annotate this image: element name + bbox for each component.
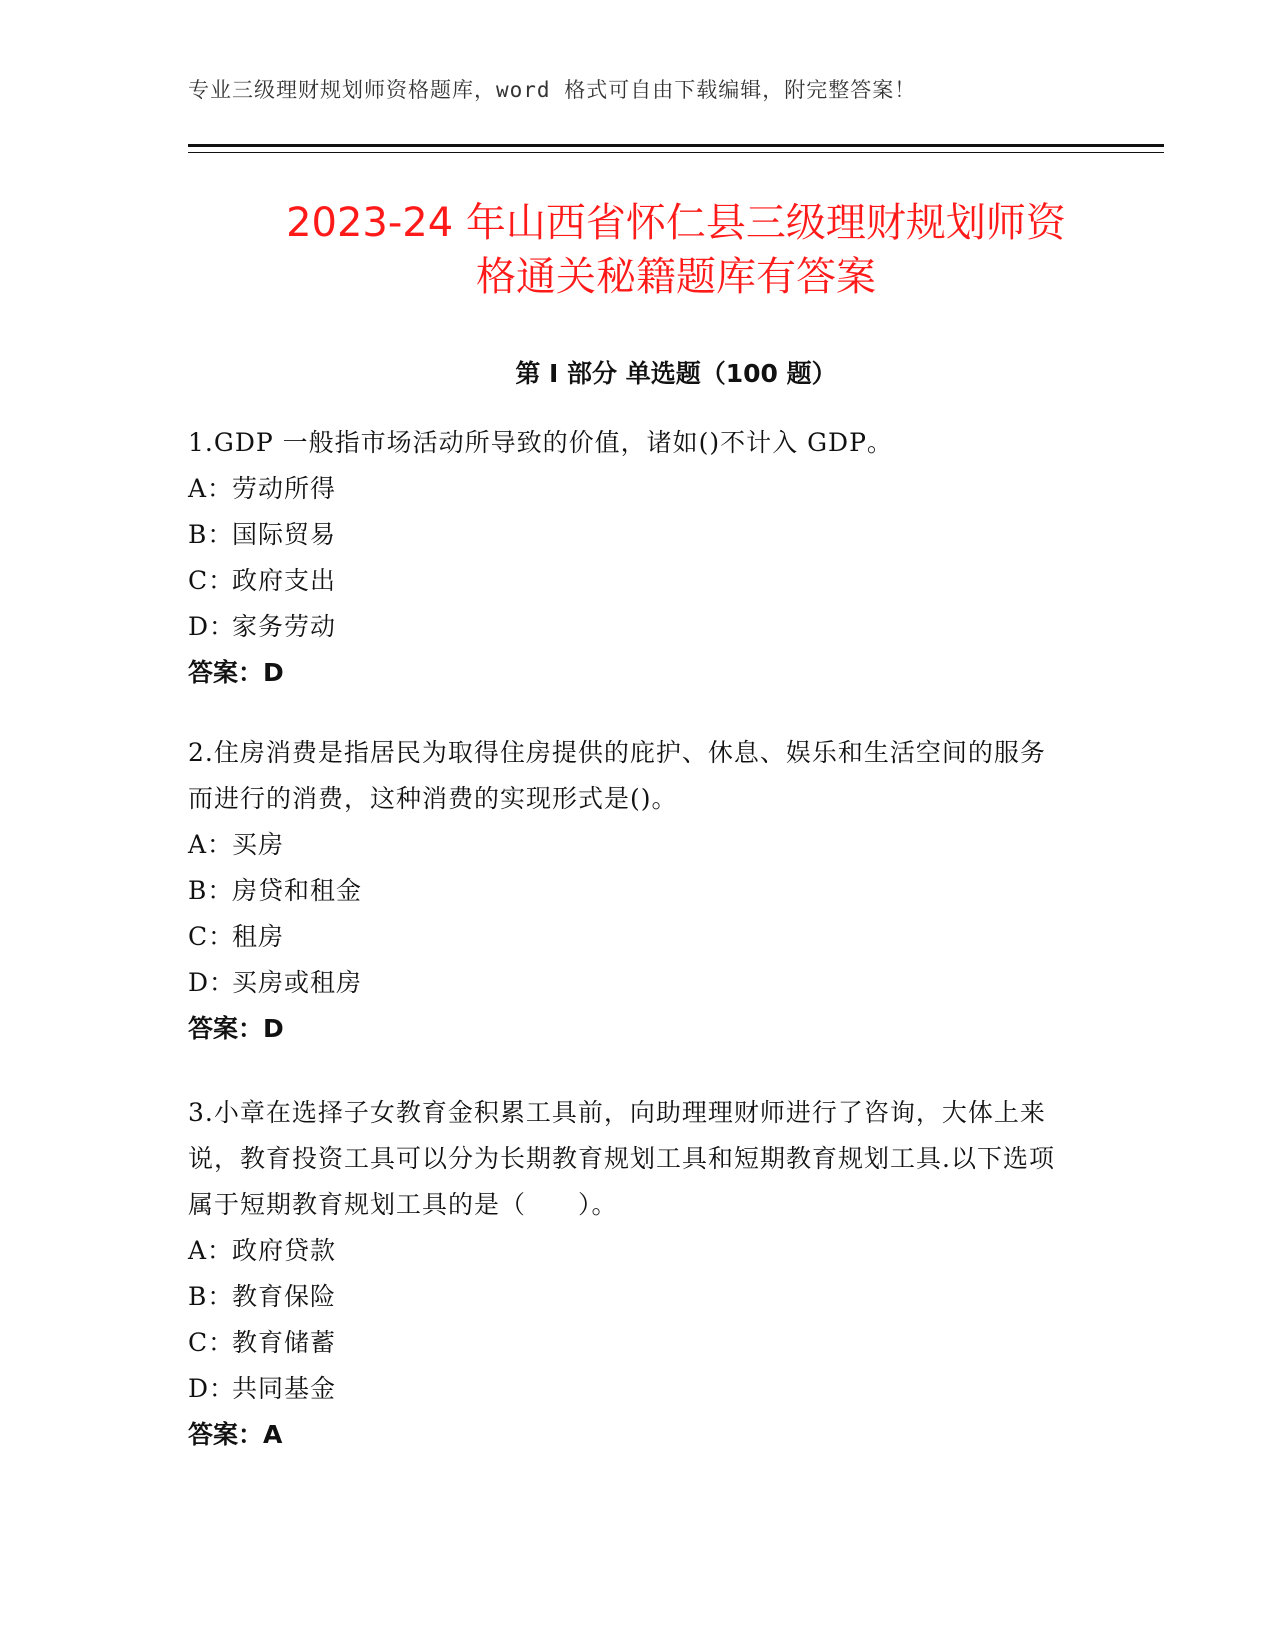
- option-d: [188, 1366, 1068, 1412]
- question-1: [188, 420, 1068, 696]
- question-2: [188, 730, 1068, 1052]
- option-text: 买房或租房: [232, 968, 363, 997]
- question-stem: 2.住房消费是指居民为取得住房提供的庇护、休息、娱乐和生活空间的服务而进行的消费，这种消费的实现形式是()。: [188, 738, 1046, 813]
- option-a: [188, 822, 1068, 868]
- option-d: [188, 960, 1068, 1006]
- option-text: 劳动所得: [232, 474, 337, 503]
- option-b: [188, 1274, 1068, 1320]
- option-a: [188, 466, 1068, 512]
- option-c: [188, 558, 1068, 604]
- document-title-line-2: 格通关秘籍题库有答案: [476, 254, 876, 300]
- document-title: [188, 196, 1164, 304]
- option-key: B：: [188, 1282, 234, 1311]
- option-c: [188, 914, 1068, 960]
- header-rule-thick: [188, 144, 1164, 147]
- option-key: C：: [188, 922, 235, 951]
- option-text: 租房: [232, 922, 285, 951]
- option-key: C：: [188, 566, 235, 595]
- question-stem: 1.GDP 一般指市场活动所导致的价值，诸如()不计入 GDP。: [188, 428, 893, 457]
- answer: 答案：D: [188, 1014, 284, 1043]
- answer: 答案：D: [188, 658, 284, 687]
- answer: 答案：A: [188, 1420, 283, 1449]
- option-d: [188, 604, 1068, 650]
- option-text: 教育保险: [232, 1282, 337, 1311]
- option-b: [188, 512, 1068, 558]
- option-key: B：: [188, 520, 234, 549]
- option-key: B：: [188, 876, 234, 905]
- option-key: D：: [188, 968, 236, 997]
- option-text: 政府贷款: [232, 1236, 337, 1265]
- option-text: 共同基金: [232, 1374, 337, 1403]
- option-text: 家务劳动: [232, 612, 337, 641]
- question-stem: 3.小章在选择子女教育金积累工具前，向助理理财师进行了咨询，大体上来说，教育投资工具可以分为长期教育规划工具和短期教育规划工具.以下选项属于短期教育规划工具的是（ ）。: [188, 1098, 1055, 1219]
- option-b: [188, 868, 1068, 914]
- option-text: 买房: [232, 830, 285, 859]
- document-title-line-1: 2023-24 年山西省怀仁县三级理财规划师资: [286, 200, 1066, 246]
- option-text: 房贷和租金: [232, 876, 363, 905]
- option-text: 国际贸易: [232, 520, 337, 549]
- option-a: [188, 1228, 1068, 1274]
- option-key: A：: [188, 1236, 234, 1265]
- option-key: A：: [188, 830, 234, 859]
- question-3: [188, 1090, 1068, 1458]
- option-key: A：: [188, 474, 234, 503]
- option-key: D：: [188, 612, 236, 641]
- section-title: 第 I 部分 单选题（100 题）: [515, 359, 837, 388]
- header-note: 专业三级理财规划师资格题库，word 格式可自由下载编辑，附完整答案！: [188, 78, 917, 102]
- option-key: C：: [188, 1328, 235, 1357]
- header-rule-thin: [188, 152, 1164, 153]
- option-text: 政府支出: [232, 566, 337, 595]
- option-key: D：: [188, 1374, 236, 1403]
- option-c: [188, 1320, 1068, 1366]
- option-text: 教育储蓄: [232, 1328, 337, 1357]
